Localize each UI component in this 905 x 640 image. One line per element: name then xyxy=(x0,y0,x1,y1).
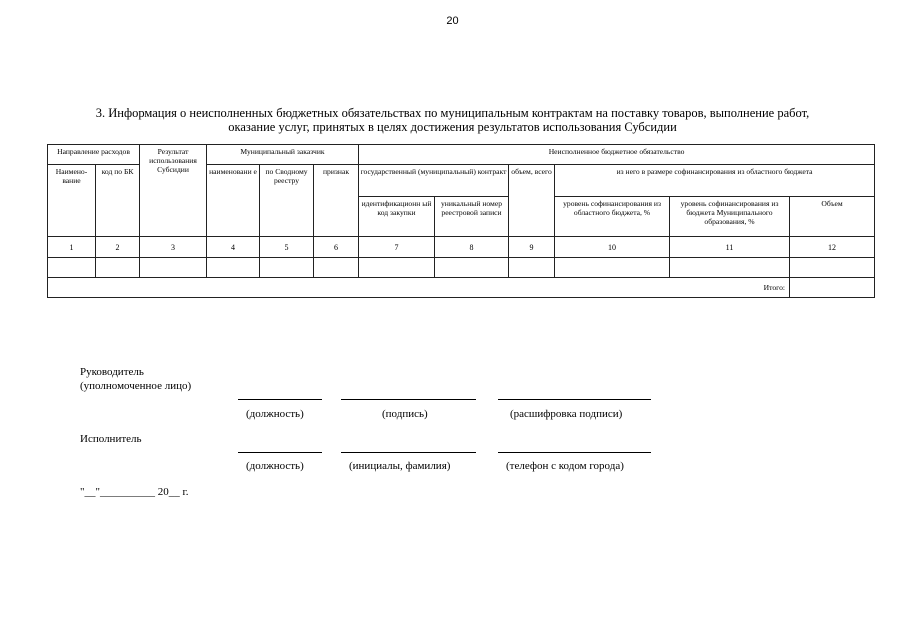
column-number: 1 xyxy=(48,237,96,258)
header-ident-code: идентификационн ый код закупки xyxy=(359,197,435,237)
column-number-row xyxy=(48,237,875,258)
column-number: 5 xyxy=(260,237,314,258)
header-unique-number: уникальный номер реестровой записи xyxy=(435,197,509,237)
head-position-caption: (должность) xyxy=(246,408,304,420)
head-signature-line xyxy=(341,399,476,400)
table-cell xyxy=(207,258,260,278)
column-number: 3 xyxy=(140,237,207,258)
obligations-table xyxy=(47,144,875,298)
header-cofin-level-municipal: уровень софинансирования из бюджета Муниципального образования, % xyxy=(670,197,790,237)
header-volume: Объем xyxy=(790,197,875,237)
column-number: 9 xyxy=(509,237,555,258)
column-number: 8 xyxy=(435,237,509,258)
table-cell xyxy=(435,258,509,278)
header-customer-name: наименовани е xyxy=(207,165,260,237)
section-title xyxy=(60,106,845,134)
executor-label: Исполнитель xyxy=(80,433,142,445)
header-name: Наимено-вание xyxy=(48,165,96,237)
column-number: 11 xyxy=(670,237,790,258)
table-cell xyxy=(555,258,670,278)
column-number: 7 xyxy=(359,237,435,258)
executor-phone-caption: (телефон с кодом города) xyxy=(506,460,624,472)
header-contract: государственный (муниципальный) контракт xyxy=(359,165,509,197)
executor-phone-line xyxy=(498,452,651,453)
column-number: 10 xyxy=(555,237,670,258)
head-decoding-line xyxy=(498,399,651,400)
column-number: 2 xyxy=(96,237,140,258)
table-cell xyxy=(96,258,140,278)
total-value xyxy=(790,278,875,298)
header-cofin-level-region: уровень софинансирования из областного бюджета, % xyxy=(555,197,670,237)
column-number: 6 xyxy=(314,237,359,258)
table-row xyxy=(48,258,875,278)
head-signature-caption: (подпись) xyxy=(382,408,428,420)
title-line-2: оказание услуг, принятых в целях достижения результатов использования Субсидии xyxy=(228,120,677,134)
header-obligation: Неисполненное бюджетное обязательство xyxy=(359,145,875,165)
table-cell xyxy=(670,258,790,278)
header-code-bk: код по БК xyxy=(96,165,140,237)
head-label-line-1: Руководитель xyxy=(80,366,144,378)
date-line: "__"__________ 20__ г. xyxy=(80,486,189,498)
header-cofin: из него в размере софинансирования из областного бюджета xyxy=(555,165,875,197)
column-number: 4 xyxy=(207,237,260,258)
head-decoding-caption: (расшифровка подписи) xyxy=(510,408,623,420)
table-cell xyxy=(790,258,875,278)
header-customer: Муниципальный заказчик xyxy=(207,145,359,165)
total-row xyxy=(48,278,875,298)
executor-position-line xyxy=(238,452,322,453)
head-position-line xyxy=(238,399,322,400)
table-cell xyxy=(48,258,96,278)
header-priznak: признак xyxy=(314,165,359,237)
column-number: 12 xyxy=(790,237,875,258)
header-volume-total: объем, всего xyxy=(509,165,555,237)
executor-position-caption: (должность) xyxy=(246,460,304,472)
table-cell xyxy=(260,258,314,278)
table-cell xyxy=(509,258,555,278)
table-cell xyxy=(140,258,207,278)
page-number: 20 xyxy=(446,15,459,27)
header-result: Результат использования Субсидии xyxy=(140,145,207,237)
table-cell xyxy=(359,258,435,278)
executor-initials-line xyxy=(341,452,476,453)
header-direction: Направление расходов xyxy=(48,145,140,165)
table-cell xyxy=(314,258,359,278)
title-line-1: 3. Информация о неисполненных бюджетных обязательствах по муниципальным контрактам на поставку товаров, выполнение работ, xyxy=(95,106,810,120)
total-label: Итого: xyxy=(48,278,790,298)
executor-initials-caption: (инициалы, фамилия) xyxy=(349,460,451,472)
head-label-line-2: (уполномоченное лицо) xyxy=(80,380,192,392)
header-svodny-reestr: по Сводному реестру xyxy=(260,165,314,237)
